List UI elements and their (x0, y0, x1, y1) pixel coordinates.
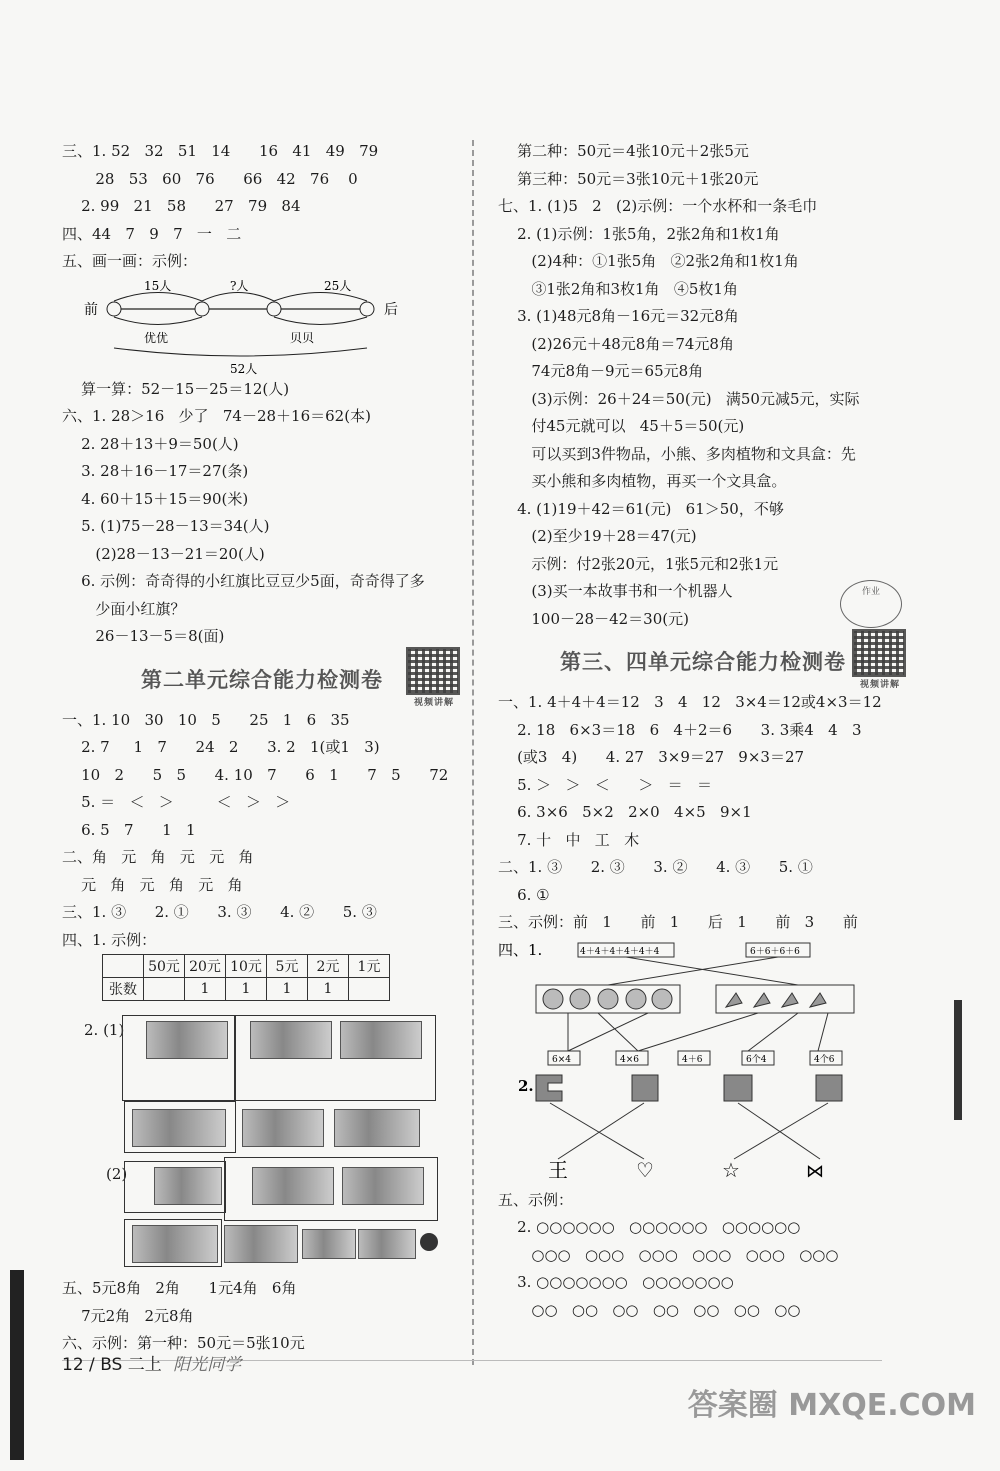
answer-line: 算一算：52－15－25＝12(人) (62, 379, 290, 398)
money-table (102, 954, 390, 1001)
table-cell: 2元 (308, 955, 349, 978)
expr-text: 6个4 (746, 1054, 767, 1065)
answer-line: 2. 99 21 58 27 79 84 (62, 197, 301, 215)
answer-line: 三、1. ③ 2. ① 3. ③ 4. ② 5. ③ (62, 903, 377, 921)
answer-line: 六、1. 28＞16 少了 74－28＋16＝62(本) (62, 407, 371, 425)
answer-line: 7. 十 中 工 木 (498, 830, 640, 849)
circle (195, 302, 209, 316)
brand-logo: 阳光同学 (173, 1355, 242, 1375)
matching-svg (498, 1067, 908, 1187)
answer-line: 一、1. 10 30 10 5 25 1 6 35 (62, 710, 350, 729)
shape-icon (724, 1075, 752, 1101)
heart-icon: ♡ (636, 1157, 654, 1182)
answer-line: 第三种：50元＝3张10元＋1张20元 (498, 169, 759, 188)
section-title (498, 633, 908, 689)
answer-line: ○○ ○○ ○○ ○○ ○○ ○○ ○○ (498, 1300, 801, 1319)
label-15: 15人 (144, 278, 172, 293)
qr-icon (852, 629, 906, 677)
banknote-icon (132, 1109, 226, 1147)
circle (107, 302, 121, 316)
table-cell: 1 (185, 978, 226, 1001)
edition-label: BS 二上 (100, 1355, 162, 1375)
brace (274, 317, 367, 325)
watermark-logo: 答案圈 MXQE.COM (687, 1388, 976, 1423)
page-footer: 12 / BS 二上 阳光同学 (62, 1355, 242, 1375)
answer-line: 少面小红旗？ (62, 599, 186, 618)
table-cell: 20元 (185, 955, 226, 978)
dragonfly-icon: ⋈ (806, 1160, 824, 1182)
shape-icon (536, 1075, 562, 1101)
answer-line: 第二种：50元＝4张10元＋2张5元 (498, 142, 749, 160)
stamp-seal (840, 580, 902, 628)
qr-code (852, 629, 908, 689)
banknote-icon (340, 1021, 422, 1059)
answer-line: 5. ＞ ＞ ＜ ＞ ＝ ＝ (498, 775, 712, 794)
answer-line: 示例：付2张20元，1张5元和2张1元 (498, 554, 779, 573)
answer-line: 四、1. 示例： (62, 930, 157, 949)
expr-text: 4＋4＋4＋4＋4＋4 (580, 946, 660, 957)
answer-line: 3. 28＋16－17＝27(条) (62, 462, 249, 480)
answer-line: 4. (1)19＋42＝61(元) 61＞50，不够 (498, 499, 784, 518)
banknote-icon (242, 1109, 324, 1147)
answer-line: 3. ○○○○○○○ ○○○○○○○ (498, 1273, 734, 1291)
answer-line: 买小熊和多肉植物，再买一个文具盒。 (498, 472, 787, 490)
coin-icon (420, 1233, 438, 1251)
match-line (626, 957, 798, 985)
qr-caption: 视频讲解 (859, 680, 900, 690)
line-diagram (62, 276, 462, 376)
answer-line: 2. (1)示例：1张5角，2张2角和1枚1角 (498, 224, 780, 243)
answer-line: 7元2角 2元8角 (62, 1306, 194, 1325)
circle (360, 302, 374, 316)
banknote-icon (334, 1109, 420, 1147)
match-line (608, 957, 778, 985)
answer-line: 28 53 60 76 66 42 76 0 (62, 169, 358, 188)
label: 2. (1) (84, 1021, 125, 1039)
expr-text: 6＋6＋6＋6 (750, 946, 800, 957)
answer-line: (2)26元＋48元8角＝74元8角 (498, 334, 734, 353)
qr-icon (406, 647, 460, 695)
table-cell: 1 (308, 978, 349, 1001)
table-cell: 张数 (103, 978, 144, 1001)
label: (2) (106, 1165, 128, 1183)
banknote-figure-2 (62, 1157, 462, 1275)
qr-caption: 视频讲解 (413, 697, 454, 708)
section-title-text: 第二单元综合能力检测卷 (141, 667, 383, 692)
answer-line: ③1张2角和3枚1角 ④5枚1角 (498, 279, 738, 298)
table-cell (349, 978, 390, 1001)
answer-line: 2. 28＋13＋9＝50(人) (62, 434, 239, 453)
answer-line: 100－28－42＝30(元) (498, 609, 689, 628)
answer-line: 6. ① (498, 885, 550, 904)
table-row (103, 978, 390, 1001)
right-column (498, 138, 908, 1324)
banknote-icon (146, 1021, 228, 1059)
answer-line: 2. ○○○○○○ ○○○○○○ ○○○○○○ (498, 1218, 801, 1236)
answer-line: 6. 5 7 1 1 (62, 820, 196, 839)
answer-line: 元 角 元 角 元 角 (62, 875, 243, 894)
answer-line: 5. (1)75－28－13＝34(人) (62, 517, 270, 535)
answer-line: 3. (1)48元8角－16元＝32元8角 (498, 307, 739, 325)
stamp-text: 作业 (861, 587, 880, 597)
answer-line: 五、画一画：示例： (62, 252, 198, 270)
banknote-icon (224, 1225, 298, 1263)
page-number: 12 (62, 1355, 84, 1375)
banknote-icon (342, 1167, 424, 1205)
answer-line: 可以买到3件物品，小熊、多肉植物和文具盒：先 (498, 444, 856, 463)
brace (202, 292, 274, 301)
answer-line: 七、1. (1)5 2 (2)示例：一个水杯和一条毛巾 (498, 197, 818, 215)
answer-line: 2. 18 6×3＝18 6 4＋2＝6 3. 3乘4 4 3 (498, 720, 862, 739)
table-row (103, 955, 390, 978)
answer-line: (2)28－13－21＝20(人) (62, 544, 265, 563)
table-cell: 50元 (144, 955, 185, 978)
answer-line: 三、示例：前 1 前 1 后 1 前 3 前 (498, 913, 858, 931)
expr-text: 6×4 (552, 1054, 571, 1065)
banknote-icon (154, 1167, 222, 1205)
answer-line: 6. 3×6 5×2 2×0 4×5 9×1 (498, 803, 752, 821)
answer-line: 一、1. 4＋4＋4＝12 3 4 12 3×4＝12或4×3＝12 (498, 693, 882, 711)
section-title-text: 第三、四单元综合能力检测卷 (560, 650, 846, 674)
banknote-icon (250, 1021, 332, 1059)
answer-line: 2. 7 1 7 24 2 3. 2 1(或1 3) (62, 738, 380, 756)
answer-line: (3)买一本故事书和一个机器人 (498, 582, 733, 600)
brace (114, 348, 367, 356)
front-label: 前 (84, 301, 98, 318)
table-cell: 5元 (267, 955, 308, 978)
answer-line: ○○○ ○○○ ○○○ ○○○ ○○○ ○○○ (498, 1245, 839, 1264)
flower-icons (543, 989, 672, 1009)
scan-edge-mark (954, 1000, 962, 1120)
answer-line: 二、角 元 角 元 元 角 (62, 848, 254, 866)
table-cell: 1元 (349, 955, 390, 978)
matching-figure-2 (498, 1067, 908, 1187)
brace (114, 292, 202, 301)
name1: 优优 (144, 330, 169, 345)
answer-line: (2)4种：①1张5角 ②2张2角和1枚1角 (498, 252, 799, 270)
expr-text: 4×6 (620, 1054, 639, 1065)
table-cell (103, 955, 144, 978)
circle (267, 302, 281, 316)
scan-edge-mark (10, 1270, 24, 1460)
banknote-figure-1 (62, 1009, 462, 1157)
banknote-icon (132, 1225, 218, 1263)
expr-text: 4个6 (814, 1054, 835, 1065)
answer-line: 26－13－5＝8(面) (62, 627, 225, 645)
shape-icon (632, 1075, 658, 1101)
bird-icons (726, 993, 826, 1007)
banknote-icon (358, 1229, 416, 1259)
table-cell (144, 978, 185, 1001)
qr-code (406, 647, 462, 707)
line-diagram-svg (62, 276, 462, 376)
left-column (62, 138, 462, 1358)
brace (114, 317, 202, 325)
banknote-icon (252, 1167, 334, 1205)
answer-line: 6. 示例：奇奇得的小红旗比豆豆少5面，奇奇得了多 (62, 572, 425, 590)
back-label: 后 (384, 301, 398, 318)
answer-line: (或3 4) 4. 27 3×9＝27 9×3＝27 (498, 748, 805, 766)
answer-line: (3)示例：26＋24＝50(元) 满50元减5元，实际 (498, 389, 860, 408)
answer-line: 四、44 7 9 7 一 二 (62, 224, 242, 243)
answer-line: 五、5元8角 2角 1元4角 6角 (62, 1279, 297, 1297)
matching-figure-1 (498, 937, 908, 1067)
answer-line: 六、示例：第一种：50元＝5张10元 (62, 1334, 305, 1352)
label: 四、1. (498, 940, 543, 959)
star-icon: ☆ (722, 1157, 740, 1182)
label-q: ?人 (230, 278, 249, 293)
wang-glyph-icon: 王 (548, 1157, 568, 1182)
matching-svg (498, 937, 908, 1067)
answer-line: 五、示例： (498, 1190, 574, 1209)
column-divider (472, 140, 474, 1365)
answer-line: 二、1. ③ 2. ③ 3. ② 4. ③ 5. ① (498, 858, 813, 876)
name2: 贝贝 (290, 330, 315, 345)
table-cell: 1 (226, 978, 267, 1001)
answer-line: 付45元就可以 45＋5＝50(元) (498, 417, 745, 435)
label: 2. (518, 1076, 534, 1095)
answer-line: 三、1. 52 32 51 14 16 41 49 79 (62, 142, 379, 160)
shape-icon (816, 1075, 842, 1101)
answer-line: (2)至少19＋28＝47(元) (498, 527, 697, 545)
brace (274, 292, 367, 301)
total: 52人 (230, 361, 258, 376)
label-25: 25人 (324, 278, 352, 293)
banknote-icon (302, 1229, 356, 1259)
table-cell: 1 (267, 978, 308, 1001)
answer-line: 5. ＝ ＜ ＞ ＜ ＞ ＞ (62, 793, 291, 811)
expr-text: 4＋6 (682, 1054, 703, 1065)
table-cell: 10元 (226, 955, 267, 978)
section-title (62, 651, 462, 707)
answer-line: 74元8角－9元＝65元8角 (498, 362, 704, 380)
answer-line: 4. 60＋15＋15＝90(米) (62, 489, 249, 508)
answer-line: 10 2 5 5 4. 10 7 6 1 7 5 72 (62, 765, 449, 784)
